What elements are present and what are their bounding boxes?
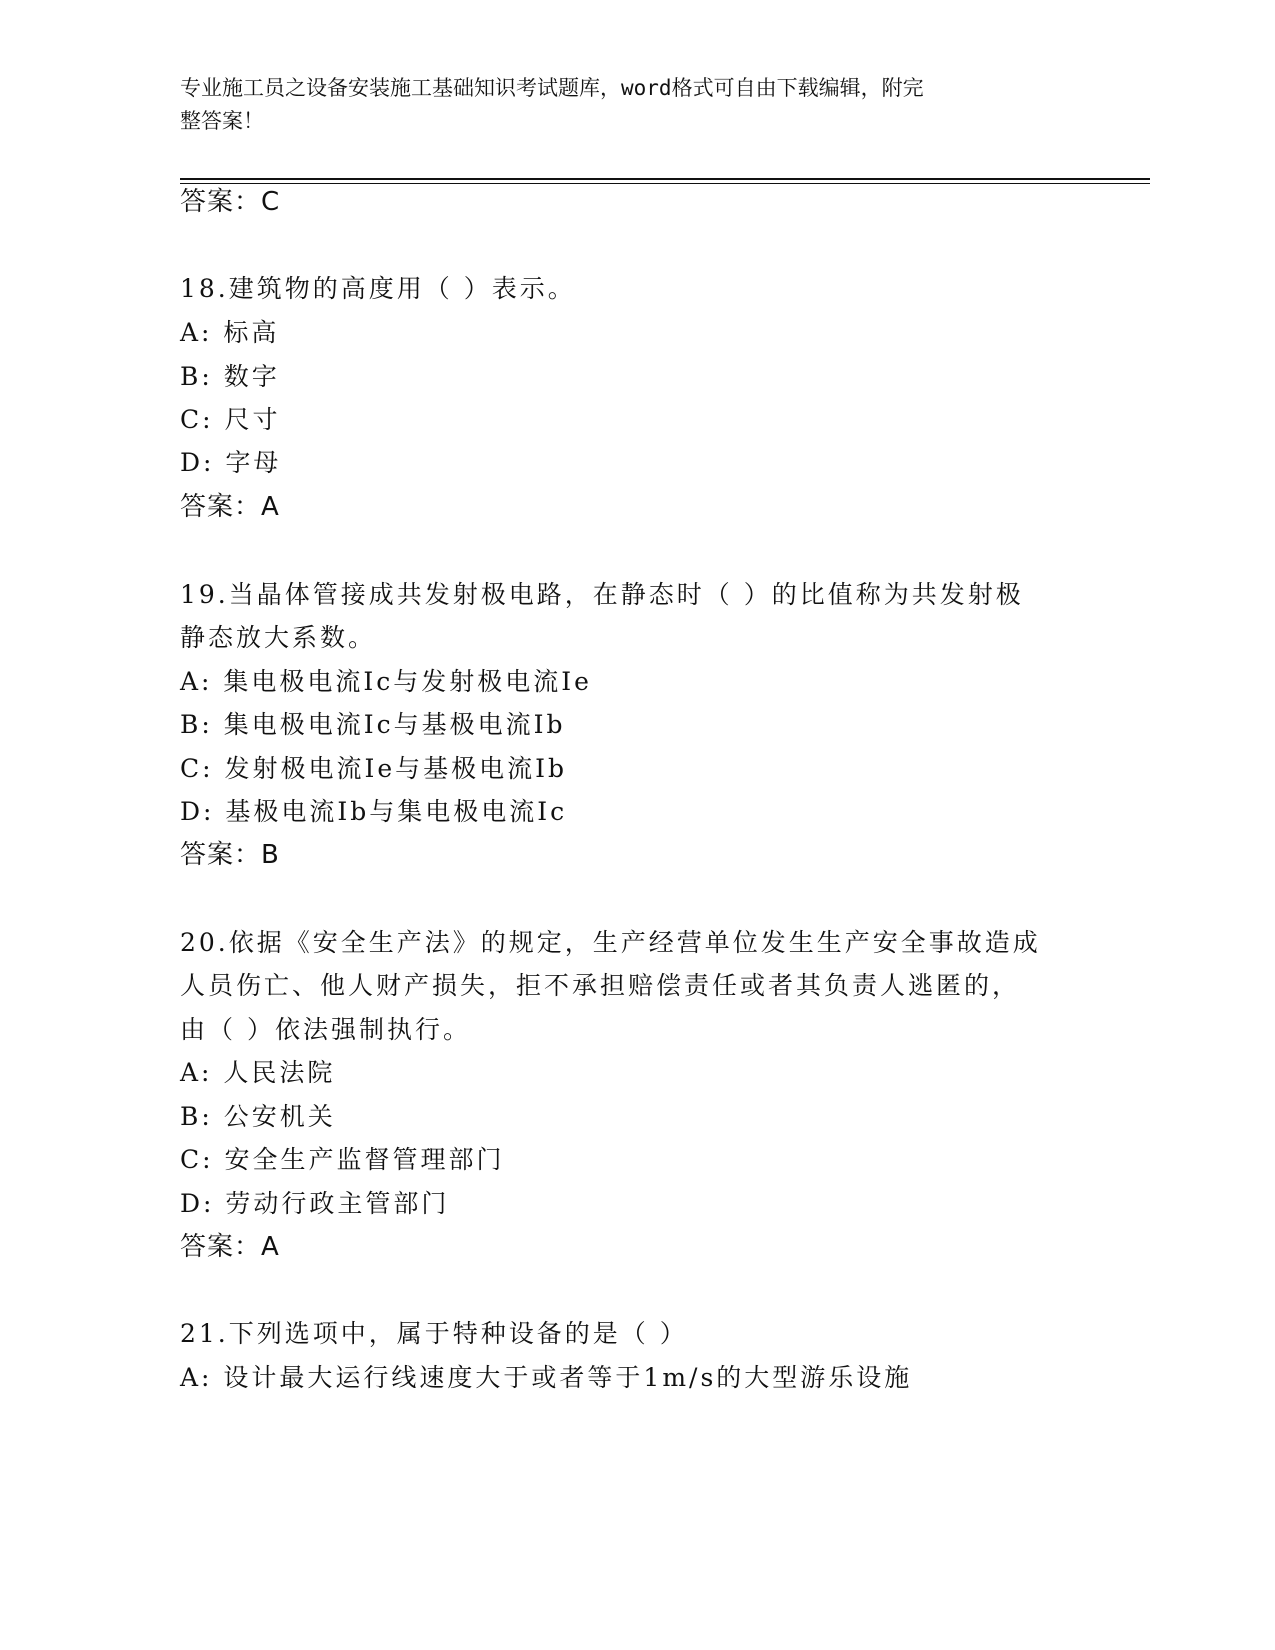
question-18-option-c: C: 尺寸 [180,405,281,434]
answer-17: 答案：C [180,187,281,217]
header-divider-thin [180,183,1150,184]
question-18-option-d: D: 字母 [180,448,282,477]
question-18-option-a: A: 标高 [180,318,280,347]
question-20-option-a: A: 人民法院 [180,1058,336,1087]
question-19-option-b: B: 集电极电流Ic与基极电流Ib [180,710,566,739]
question-20-stem-line-3: 由（ ）依法强制执行。 [180,1015,471,1044]
question-20-option-d: D: 劳动行政主管部门 [180,1189,450,1218]
question-18-stem: 18.建筑物的高度用（ ）表示。 [180,274,576,303]
question-20-stem-line-2: 人员伤亡、他人财产损失，拒不承担赔偿责任或者其负责人逃匿的， [180,971,1021,1000]
question-18-option-b: B: 数字 [180,362,280,391]
document-header [180,72,1040,138]
question-20-option-b: B: 公安机关 [180,1102,336,1131]
question-20-stem-line-1: 20.依据《安全生产法》的规定，生产经营单位发生生产安全事故造成 [180,928,1041,957]
question-19-option-c: C: 发射极电流Ie与基极电流Ib [180,754,568,783]
question-19-option-a: A: 集电极电流Ic与发射极电流Ie [180,667,592,696]
document-page [180,0,1150,1650]
question-19-stem-line-2: 静态放大系数。 [180,623,377,652]
question-21-stem: 21.下列选项中，属于特种设备的是（ ） [180,1319,688,1348]
question-19-option-d: D: 基极电流Ib与集电极电流Ic [180,797,568,826]
question-18-answer: 答案：A [180,492,280,522]
header-divider-thick [180,178,1150,180]
question-20-answer: 答案：A [180,1232,280,1262]
question-21-option-a: A: 设计最大运行线速度大于或者等于1m/s的大型游乐设施 [180,1363,913,1392]
question-19-stem-line-1: 19.当晶体管接成共发射极电路，在静态时（ ）的比值称为共发射极 [180,580,1024,609]
question-19-answer: 答案：B [180,840,280,870]
question-20-option-c: C: 安全生产监督管理部门 [180,1145,505,1174]
header-line-2: 整答案！ [180,109,264,133]
header-line-1: 专业施工员之设备安装施工基础知识考试题库，word格式可自由下载编辑，附完 [180,76,924,100]
